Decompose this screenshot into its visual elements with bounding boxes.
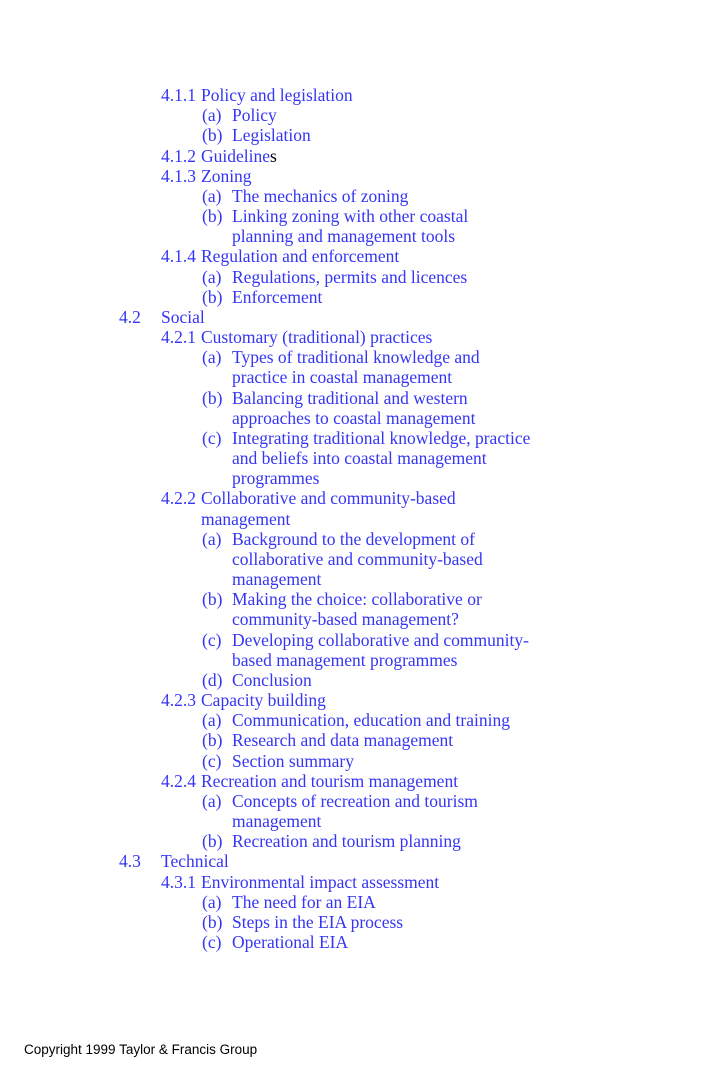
toc-entry-text: Recreation and tourism planning — [232, 831, 461, 852]
toc-entry-number: 4.2.1 — [161, 327, 196, 348]
toc-entry-tail: s — [270, 145, 277, 166]
toc-entry-number: 4.2 — [119, 306, 141, 327]
toc-entry-text: collaborative and community-based — [232, 548, 483, 569]
toc-entry-text: Research and data management — [232, 730, 454, 751]
toc-entry-title — [232, 831, 461, 851]
toc-entry-text: Concepts of recreation and tourism — [232, 790, 478, 811]
toc-entry-text: Guideline — [201, 145, 271, 166]
toc-entry-text: Policy and legislation — [201, 85, 353, 105]
toc-entry-text: programmes — [232, 468, 320, 489]
toc-entry-text: management — [232, 569, 322, 590]
toc-entry-text: Technical — [161, 851, 229, 872]
toc-entry-number: (a) — [202, 528, 222, 549]
toc-entry-number: (b) — [202, 387, 223, 408]
toc-entry-number: 4.2.4 — [161, 770, 196, 791]
toc-entry-title — [232, 650, 457, 670]
toc-entry-number: 4.1.2 — [161, 145, 196, 166]
toc-entry-text: Zoning — [201, 165, 252, 186]
toc-entry-text: Social — [161, 306, 205, 327]
toc-entry-title — [232, 468, 319, 488]
toc-entry-title — [232, 730, 453, 750]
toc-entry-text: planning and management tools — [232, 226, 456, 247]
toc-entry-text: Making the choice: collaborative or — [232, 589, 482, 610]
toc-entry-number: (d) — [202, 669, 223, 690]
toc-entry-text: Linking zoning with other coastal — [232, 206, 469, 227]
toc-entry-text: and beliefs into coastal management — [232, 448, 487, 469]
toc-entry-text: community-based management? — [232, 609, 459, 630]
toc-entry-number: 4.2.3 — [161, 690, 196, 711]
toc-entry-title — [232, 670, 312, 690]
toc-entry-title — [232, 428, 530, 448]
toc-entry-text: management — [201, 508, 291, 529]
toc-entry-title — [232, 811, 321, 831]
toc-entry-number: (b) — [202, 911, 223, 932]
toc-entry-title — [232, 609, 459, 629]
toc-entry-title — [232, 710, 510, 730]
toc-entry-text: Environmental impact assessment — [201, 871, 440, 892]
toc-entry-number: (a) — [202, 105, 222, 126]
toc-entry-number: (a) — [202, 185, 222, 206]
toc-entry-number: 4.2.2 — [161, 488, 196, 509]
toc-entry-number: 4.1.3 — [161, 165, 196, 186]
toc-entry-number: (c) — [202, 629, 222, 650]
toc-entry-title — [232, 791, 478, 811]
toc-entry-title — [232, 630, 529, 650]
toc-entry-text: based management programmes — [232, 649, 458, 670]
toc-entry-title — [201, 488, 456, 508]
toc-entry-title — [201, 85, 353, 105]
toc-entry-text: The mechanics of zoning — [232, 185, 409, 206]
toc-entry-title — [232, 912, 403, 932]
toc-entry-title — [201, 166, 252, 186]
toc-entry-text: Legislation — [232, 125, 311, 146]
toc-entry-text: Conclusion — [232, 669, 312, 690]
toc-entry-number: 4.1.4 — [161, 246, 196, 267]
toc-entry-text: management — [232, 811, 322, 832]
toc-entry-text: Policy — [232, 105, 277, 126]
toc-entry-number: 4.3 — [119, 851, 141, 872]
toc-entry-number: (b) — [202, 589, 223, 610]
toc-entry-title — [232, 589, 482, 609]
toc-entry-text: Section summary — [232, 750, 354, 771]
toc-entry-number: (a) — [202, 347, 222, 368]
toc-entry-title — [232, 287, 322, 307]
toc-entry-title — [201, 771, 458, 791]
toc-entry-title — [201, 690, 326, 710]
toc-entry-title — [232, 892, 376, 912]
toc-entry-title — [201, 246, 399, 266]
toc-entry-title — [232, 226, 455, 246]
toc-entry-number: (b) — [202, 831, 223, 852]
toc-entry-text: Customary (traditional) practices — [201, 327, 433, 348]
toc-entry-text: Integrating traditional knowledge, practice — [232, 427, 531, 448]
toc-entry-text: Collaborative and community-based — [201, 488, 456, 509]
toc-entry-title — [232, 367, 452, 387]
toc-entry-title — [232, 932, 348, 952]
toc-entry-text: Regulation and enforcement — [201, 246, 400, 267]
toc-entry-text: Developing collaborative and community- — [232, 629, 529, 650]
toc-entry-title — [232, 569, 321, 589]
toc-entry-text: The need for an EIA — [232, 891, 376, 912]
toc-entry-title — [232, 408, 475, 428]
toc-entry-number: (b) — [202, 730, 223, 751]
toc-entry-text: Capacity building — [201, 690, 326, 711]
toc-entry-title — [161, 851, 229, 871]
toc-entry-number: (b) — [202, 206, 223, 227]
toc-entry-text: Regulations, permits and licences — [232, 266, 468, 287]
toc-entry-text: Operational EIA — [232, 932, 349, 953]
toc-entry-title — [201, 872, 439, 892]
toc-entry-number: (a) — [202, 266, 222, 287]
toc-entry-number: 4.1.1 — [161, 85, 196, 105]
toc-entry-title — [232, 347, 480, 367]
toc-entry-title — [232, 388, 468, 408]
copyright-footer: Copyright 1999 Taylor & Francis Group — [24, 1042, 258, 1057]
toc-entry-text: approaches to coastal management — [232, 407, 476, 428]
toc-entry-title — [201, 509, 290, 529]
toc-entry-text: Enforcement — [232, 286, 323, 307]
toc-entry-number: (c) — [202, 427, 222, 448]
toc-entry-number: (c) — [202, 750, 222, 771]
toc-entry-title — [232, 549, 483, 569]
toc-entry-title — [232, 529, 475, 549]
toc-entry-text: Recreation and tourism management — [201, 770, 459, 791]
toc-entry-title — [201, 146, 277, 166]
toc-entry-number: 4.3.1 — [161, 871, 196, 892]
toc-entry-number: (a) — [202, 790, 222, 811]
toc-entry-text: Balancing traditional and western — [232, 387, 468, 408]
toc-entry-number: (c) — [202, 932, 222, 953]
toc-entry-title — [232, 448, 487, 468]
toc-entry-text: practice in coastal management — [232, 367, 453, 388]
toc-entry-title — [232, 105, 277, 125]
toc-entry-title — [232, 267, 467, 287]
toc-entry-title — [201, 327, 432, 347]
toc-entry-title — [232, 125, 311, 145]
toc-entry-text: Types of traditional knowledge and — [232, 347, 480, 368]
toc-entry-number: (b) — [202, 286, 223, 307]
toc-entry-text: Steps in the EIA process — [232, 911, 404, 932]
toc-entry-title — [161, 307, 205, 327]
toc-entry-title — [232, 186, 408, 206]
toc-entry-number: (a) — [202, 710, 222, 731]
toc-entry-title — [232, 751, 354, 771]
toc-entry-number: (b) — [202, 125, 223, 146]
toc-entry-title — [232, 206, 468, 226]
toc-entry-number: (a) — [202, 891, 222, 912]
toc-entry-text: Background to the development of — [232, 528, 475, 549]
toc-entry-text: Communication, education and training — [232, 710, 510, 731]
